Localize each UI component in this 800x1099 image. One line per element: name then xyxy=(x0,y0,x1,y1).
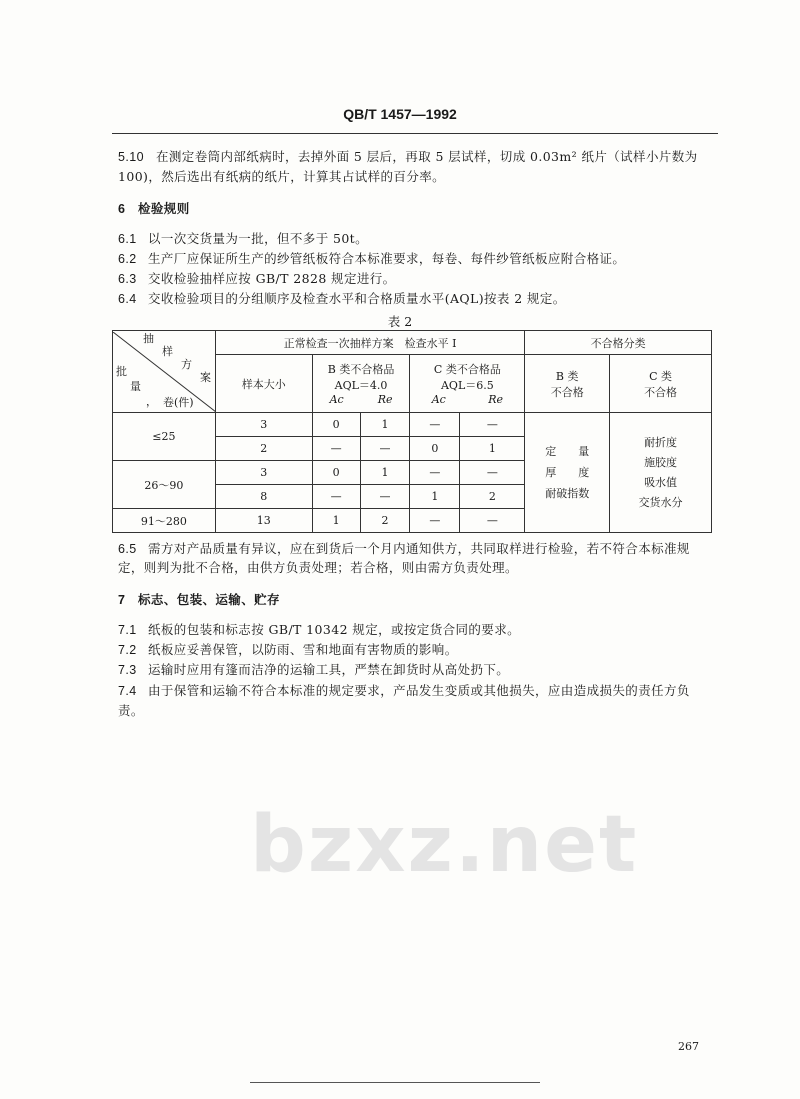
cell: — xyxy=(360,485,410,509)
b-class-items xyxy=(525,413,610,533)
c-class-header xyxy=(610,355,712,413)
b-class-header xyxy=(525,355,610,413)
cell: — xyxy=(312,437,360,461)
corner-text: 案 xyxy=(200,370,211,384)
re-label: Re xyxy=(488,393,504,406)
clause-7-1 xyxy=(118,620,520,638)
c-item: 耐折度 xyxy=(644,435,678,449)
corner-text: 方 xyxy=(181,357,192,371)
b-defect-header xyxy=(312,355,410,413)
table-caption: 表 2 xyxy=(387,314,413,329)
cell: — xyxy=(410,413,460,437)
clause-number: 6.5 xyxy=(118,542,137,556)
clause-number: 5.10 xyxy=(118,150,144,164)
cell: 0 xyxy=(312,413,360,437)
c-class-label: C 类 xyxy=(649,369,673,383)
b-item: 厚 度 xyxy=(545,466,590,479)
corner-text: 样 xyxy=(162,344,173,358)
sample-size-header: 样本大小 xyxy=(215,355,312,413)
corner-text: ， xyxy=(146,394,157,408)
clause-number: 7.4 xyxy=(118,684,137,698)
c-item: 吸水值 xyxy=(644,475,678,489)
clause-7-3 xyxy=(118,660,509,678)
clause-text: 纸板的包装和标志按 GB/T 10342 规定，或按定货合同的要求。 xyxy=(148,622,521,637)
plan-header: 正常检查一次抽样方案 检查水平 I xyxy=(215,331,524,355)
corner-text: 抽 xyxy=(143,331,154,345)
c-header-label: C 类不合格品 xyxy=(433,363,501,376)
c-item: 施胶度 xyxy=(644,455,678,469)
c-item: 交货水分 xyxy=(638,495,683,509)
corner-text: 批 xyxy=(116,364,127,378)
cell: 0 xyxy=(312,461,360,485)
clause-text: 运输时应用有篷而洁净的运输工具，严禁在卸货时从高处扔下。 xyxy=(148,662,510,677)
clause-number: 7.3 xyxy=(118,663,137,677)
clause-number: 6.1 xyxy=(118,232,137,246)
cell: — xyxy=(460,461,525,485)
cell: — xyxy=(360,437,410,461)
section-number: 6 xyxy=(118,202,126,216)
corner-text: 量 xyxy=(130,379,141,393)
section-title: 检验规则 xyxy=(138,201,190,216)
cell: — xyxy=(460,509,525,533)
section-6-heading xyxy=(118,199,190,217)
sampling-table xyxy=(112,330,712,533)
c-aql: AQL＝6.5 xyxy=(440,379,494,392)
corner-text: 卷(件) xyxy=(163,395,194,409)
clause-6-3 xyxy=(118,269,396,287)
ac-label: Ac xyxy=(431,393,446,406)
cell: 1 xyxy=(360,413,410,437)
clause-6-2 xyxy=(118,249,625,267)
b-class-label: B 类 xyxy=(555,369,579,383)
clause-6-5 xyxy=(118,539,690,557)
cell: 13 xyxy=(215,509,312,533)
cell: 1 xyxy=(460,437,525,461)
clause-7-2 xyxy=(118,640,458,658)
footer-rule xyxy=(250,1082,540,1083)
section-number: 7 xyxy=(118,593,126,607)
clause-text: 交收检验项目的分组顺序及检查水平和合格质量水平(AQL)按表 2 规定。 xyxy=(148,291,566,306)
clause-6-1 xyxy=(118,229,368,247)
clause-7-4 xyxy=(118,681,690,699)
cell: 2 xyxy=(215,437,312,461)
b-item: 定 量 xyxy=(545,445,590,458)
cell: 1 xyxy=(410,485,460,509)
cell: 3 xyxy=(215,413,312,437)
cell: — xyxy=(410,509,460,533)
page-number: 267 xyxy=(678,1040,699,1053)
corner-header xyxy=(113,331,216,413)
b-class-label2: 不合格 xyxy=(550,385,584,399)
clause-text: 需方对产品质量有异议，应在到货后一个月内通知供方，共同取样进行检验，若不符合本标准规 xyxy=(148,541,690,556)
header-rule xyxy=(112,133,718,134)
b-item: 耐破指数 xyxy=(545,487,590,500)
re-label: Re xyxy=(377,393,393,406)
watermark: bzxz.net xyxy=(250,800,639,890)
lot-size: 26～90 xyxy=(113,461,216,509)
cell: 2 xyxy=(460,485,525,509)
cell: — xyxy=(410,461,460,485)
cell: — xyxy=(312,485,360,509)
lot-size: 91～280 xyxy=(113,509,216,533)
class-header: 不合格分类 xyxy=(525,331,712,355)
c-defect-header xyxy=(410,355,525,413)
section-title: 标志、包装、运输、贮存 xyxy=(138,592,280,607)
c-class-items xyxy=(610,413,712,533)
clause-text: 在测定卷筒内部纸病时，去掉外面 5 层后，再取 5 层试样，切成 0.03m² 纸片（试样小片数为 xyxy=(156,149,698,164)
clause-number: 6.4 xyxy=(118,292,137,306)
clause-text: 生产厂应保证所生产的纱管纸板符合本标准要求，每卷、每件纱管纸板应附合格证。 xyxy=(148,251,626,266)
cell: — xyxy=(460,413,525,437)
standard-header: QB/T 1457—1992 xyxy=(343,106,457,122)
cell: 0 xyxy=(410,437,460,461)
clause-text: 由于保管和运输不符合本标准的规定要求，产品发生变质或其他损失，应由造成损失的责任方负 xyxy=(148,683,690,698)
clause-number: 7.2 xyxy=(118,643,137,657)
clause-7-4-cont: 责。 xyxy=(118,703,144,718)
clause-5-10-cont: 100)，然后选出有纸病的纸片，计算其占试样的百分率。 xyxy=(118,169,446,184)
clause-number: 7.1 xyxy=(118,623,137,637)
clause-5-10 xyxy=(118,147,698,165)
clause-6-4 xyxy=(118,289,566,307)
cell: 3 xyxy=(215,461,312,485)
lot-size: ≤25 xyxy=(113,413,216,461)
b-header-label: B 类不合格品 xyxy=(327,363,395,376)
c-class-label2: 不合格 xyxy=(644,385,678,399)
cell: 1 xyxy=(360,461,410,485)
clause-text: 以一次交货量为一批，但不多于 50t。 xyxy=(148,231,369,246)
cell: 1 xyxy=(312,509,360,533)
cell: 8 xyxy=(215,485,312,509)
b-aql: AQL＝4.0 xyxy=(334,379,388,392)
clause-number: 6.3 xyxy=(118,272,137,286)
section-7-heading xyxy=(118,590,280,608)
clause-number: 6.2 xyxy=(118,252,137,266)
clause-text: 纸板应妥善保管，以防雨、雪和地面有害物质的影响。 xyxy=(148,642,458,657)
ac-label: Ac xyxy=(329,393,344,406)
clause-text: 交收检验抽样应按 GB/T 2828 规定进行。 xyxy=(148,271,396,286)
clause-6-5-cont: 定，则判为批不合格，由供方负责处理；若合格，则由需方负责处理。 xyxy=(118,560,518,575)
cell: 2 xyxy=(360,509,410,533)
table-row xyxy=(113,413,712,437)
